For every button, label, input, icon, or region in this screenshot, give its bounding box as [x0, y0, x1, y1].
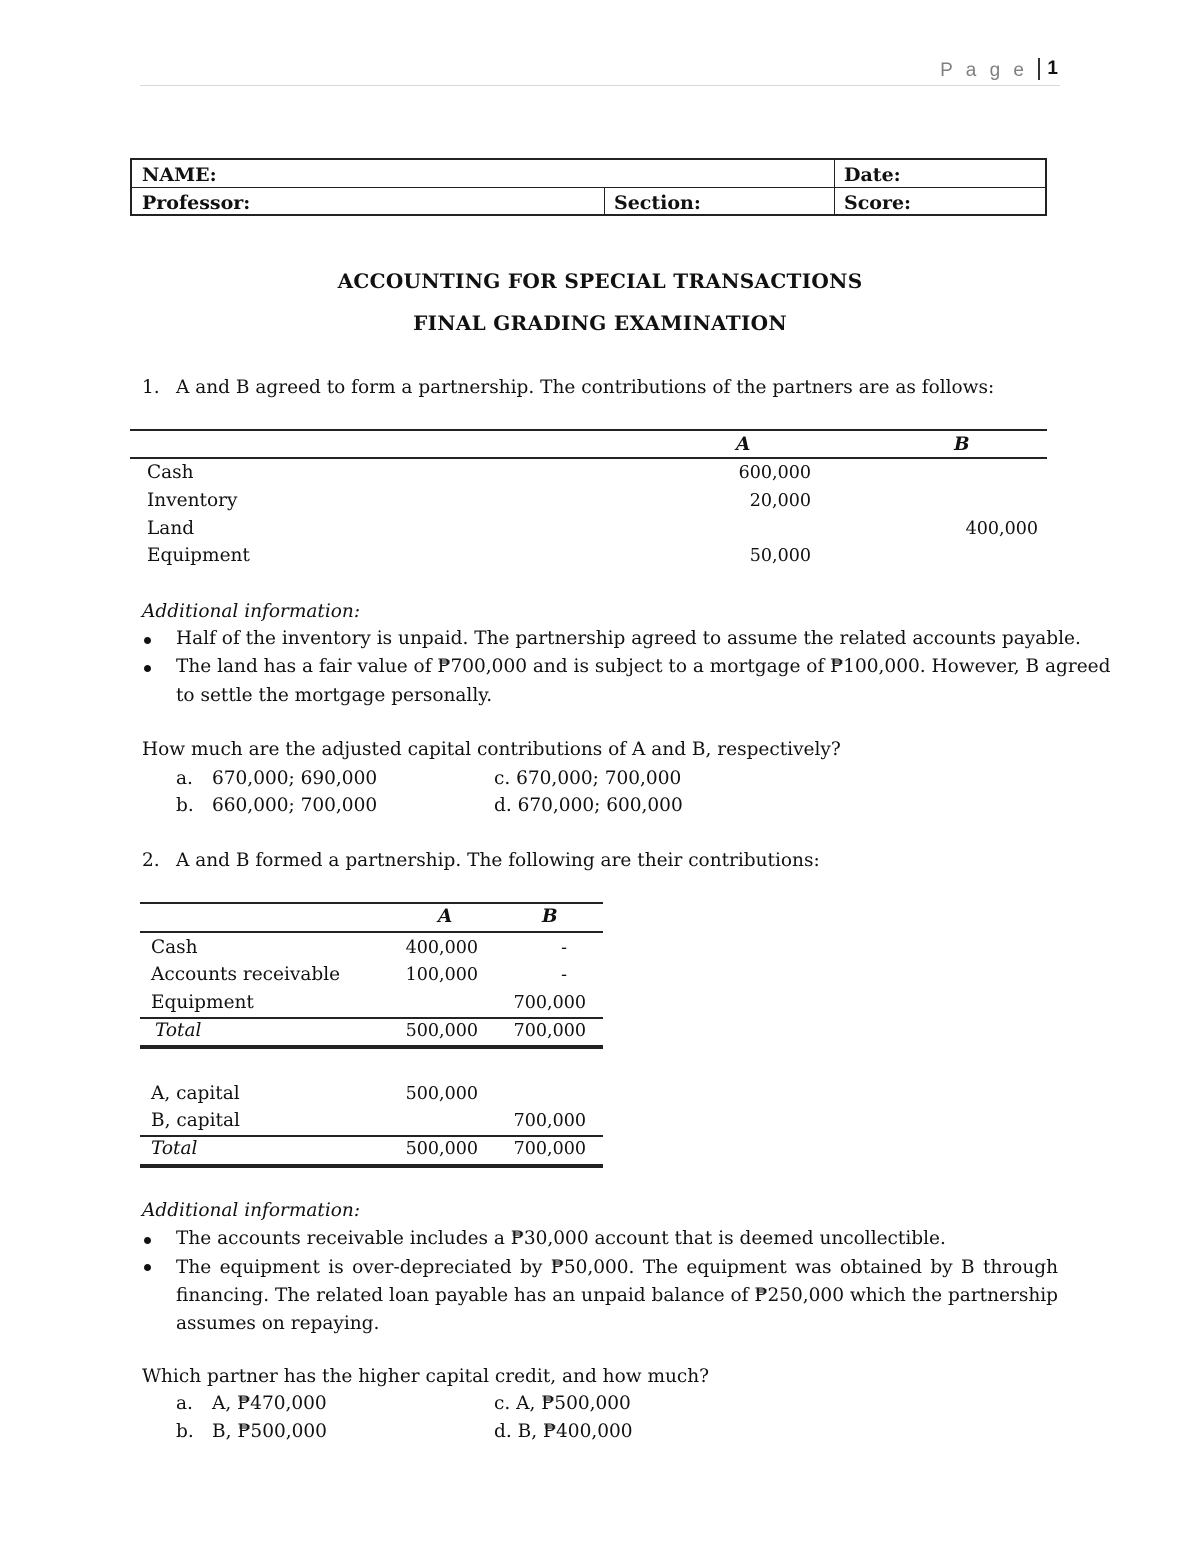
q2-col-b: B [542, 906, 558, 927]
q1-text: A and B agreed to form a partnership. The contributions of the partners are as follows: [176, 377, 995, 398]
q2-additional-label: Additional information: [142, 1200, 361, 1221]
q1-row-a: 20,000 [749, 491, 811, 511]
q1-choice-d: d. 670,000; 600,000 [494, 795, 683, 816]
q2-row-label: Accounts receivable [151, 964, 341, 985]
section-label: Section: [614, 192, 701, 214]
page-separator [1038, 58, 1040, 80]
q2-col-a: A [438, 906, 453, 927]
q2-total-double-rule [140, 1045, 603, 1049]
q1-row-label: Equipment [147, 545, 250, 566]
q2-capital-label: A, capital [151, 1083, 240, 1104]
q2-total2-label: Total [151, 1138, 198, 1159]
q2-capital-a: 500,000 [405, 1084, 478, 1104]
q1-choice-a: 670,000; 690,000 [212, 768, 378, 789]
bullet-icon [144, 1264, 151, 1271]
page-number: 1 [1047, 58, 1058, 79]
date-label: Date: [844, 164, 901, 186]
info-col-divider [834, 160, 835, 214]
bullet-icon [144, 637, 151, 644]
student-info-table [130, 158, 1047, 216]
q2-total1-b: 700,000 [513, 1021, 586, 1041]
q2-text: A and B formed a partnership. The following are their contributions: [176, 850, 820, 871]
q2-table-header-rule [140, 931, 603, 933]
q1-row-b: 400,000 [965, 519, 1038, 539]
q2-row-b: - [561, 938, 567, 958]
q1-number: 1. [142, 377, 160, 398]
q1-row-label: Land [147, 518, 195, 539]
q2-row-a: 400,000 [405, 938, 478, 958]
q1-row-a: 50,000 [749, 546, 811, 566]
info-col-divider-section [604, 187, 605, 214]
bullet-icon [144, 1237, 151, 1244]
q1-bullet: Half of the inventory is unpaid. The partnership agreed to assume the related accounts payable. [176, 628, 1081, 649]
q1-bullet-cont: to settle the mortgage personally. [176, 685, 493, 706]
q2-total2-b: 700,000 [513, 1139, 586, 1159]
page-label: P a g e [940, 60, 1028, 81]
q2-total-rule [140, 1017, 603, 1019]
q1-choice-a-letter: a. [176, 768, 193, 789]
q2-row-label: Cash [151, 937, 198, 958]
q2-choice-c: c. A, ₱500,000 [494, 1393, 631, 1414]
q1-col-a: A [736, 434, 751, 455]
q2-bullet2-line3: assumes on repaying. [176, 1313, 380, 1334]
q1-question: How much are the adjusted capital contributions of A and B, respectively? [142, 739, 841, 760]
q1-choice-b: 660,000; 700,000 [212, 795, 378, 816]
q2-total1-label: Total [155, 1020, 202, 1041]
q1-choice-c: c. 670,000; 700,000 [494, 768, 682, 789]
bullet-icon [144, 665, 151, 672]
course-title: ACCOUNTING FOR SPECIAL TRANSACTIONS [337, 269, 863, 293]
q2-bullet1: The accounts receivable includes a ₱30,000 account that is deemed uncollectible. [176, 1228, 946, 1249]
q2-row-b: 700,000 [513, 993, 586, 1013]
q2-bullet2-line2: financing. The related loan payable has an unpaid balance of ₱250,000 which the partnership [176, 1285, 1058, 1306]
q2-total2-rule [140, 1135, 603, 1137]
professor-label: Professor: [142, 192, 251, 214]
q2-choice-b-letter: b. [176, 1421, 194, 1442]
q1-col-b: B [954, 434, 970, 455]
score-label: Score: [844, 192, 912, 214]
q2-choice-d: d. B, ₱400,000 [494, 1421, 633, 1442]
q2-table-top-rule [140, 902, 603, 904]
q1-choice-b-letter: b. [176, 795, 194, 816]
q2-capital-label: B, capital [151, 1110, 240, 1131]
exam-title: FINAL GRADING EXAMINATION [413, 311, 787, 335]
q2-row-label: Equipment [151, 992, 254, 1013]
q2-total2-a: 500,000 [405, 1139, 478, 1159]
q1-row-label: Cash [147, 462, 194, 483]
q1-bullet: The land has a fair value of ₱700,000 and is subject to a mortgage of ₱100,000. However, B agreed [176, 656, 1111, 677]
q2-row-b: - [561, 965, 567, 985]
q2-capital-b: 700,000 [513, 1111, 586, 1131]
q2-bullet2-line1: The equipment is over-depreciated by ₱50,000. The equipment was obtained by B through [176, 1257, 1058, 1278]
q1-table-top-rule [130, 429, 1047, 431]
q2-row-a: 100,000 [405, 965, 478, 985]
q1-row-label: Inventory [147, 490, 238, 511]
q1-table-header-rule [130, 457, 1047, 459]
q1-additional-label: Additional information: [142, 601, 361, 622]
q2-choice-b: B, ₱500,000 [212, 1421, 327, 1442]
q2-choice-a-letter: a. [176, 1393, 193, 1414]
q2-total1-a: 500,000 [405, 1021, 478, 1041]
q2-total2-double-rule [140, 1164, 603, 1168]
name-label: NAME: [142, 164, 217, 186]
q2-number: 2. [142, 850, 160, 871]
info-row-divider [132, 187, 1045, 188]
page-header [140, 55, 1060, 86]
q2-question: Which partner has the higher capital credit, and how much? [142, 1366, 710, 1387]
q1-row-a: 600,000 [738, 463, 811, 483]
q2-choice-a: A, ₱470,000 [212, 1393, 327, 1414]
